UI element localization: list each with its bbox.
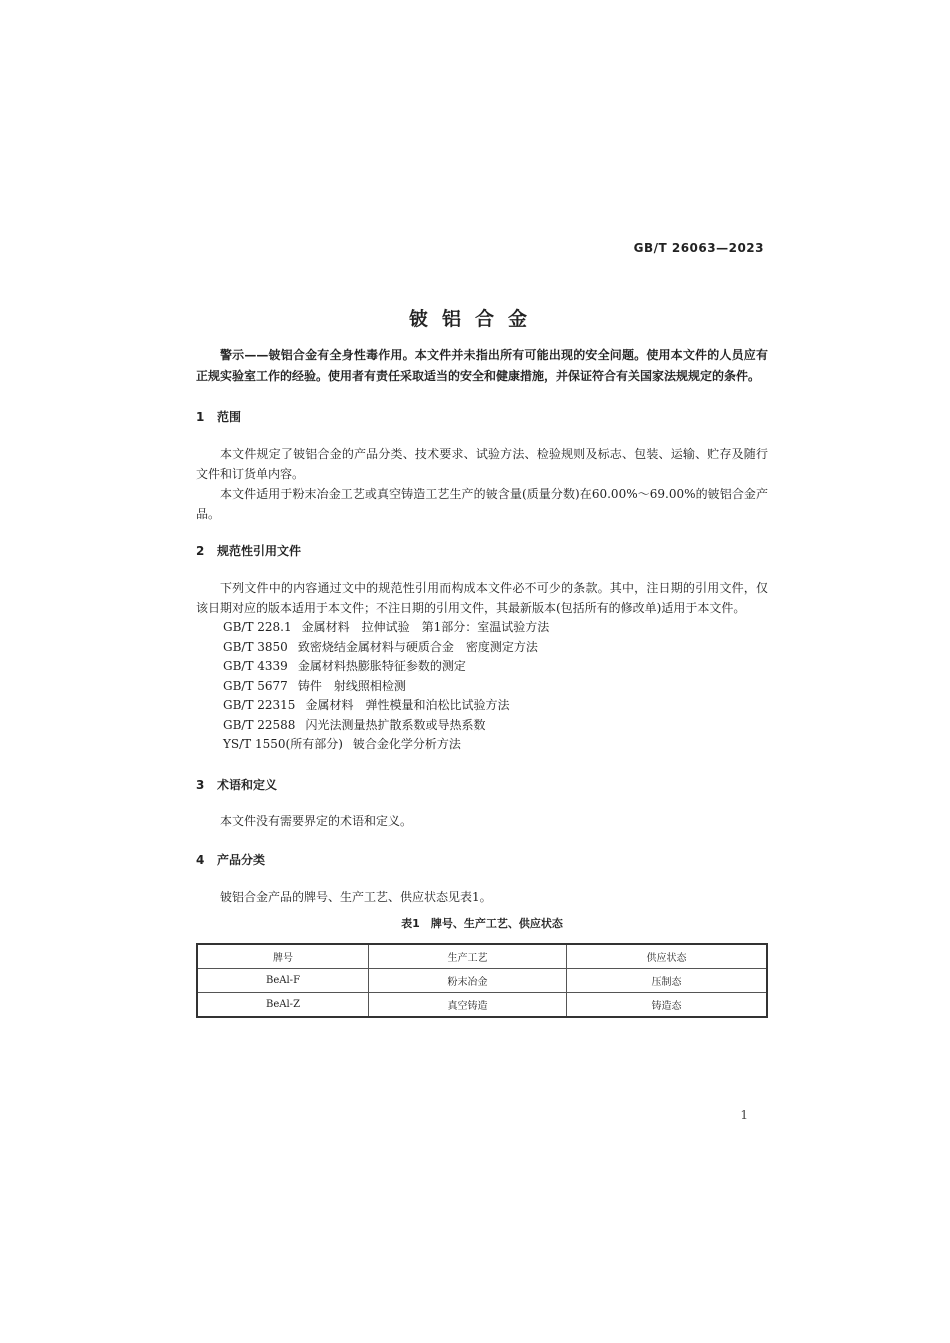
table-header-row	[197, 944, 767, 969]
table-cell: 真空铸造	[369, 992, 567, 1017]
page-number: 1	[740, 1108, 748, 1122]
document-body	[196, 345, 768, 1018]
paragraph: 下列文件中的内容通过文中的规范性引用而构成本文件必不可少的条款。其中，注日期的引用文件，仅该日期对应的版本适用于本文件；不注日期的引用文件，其最新版本(包括所有的修改单)适用于本文件。	[196, 581, 768, 615]
paragraph: 本文件没有需要界定的术语和定义。	[220, 813, 413, 828]
reference-item	[196, 618, 768, 638]
reference-code: GB/T 22315	[223, 698, 296, 712]
reference-title: 铍合金化学分析方法	[352, 737, 461, 751]
table-row	[197, 968, 767, 992]
section-title: 产品分类	[217, 852, 266, 867]
document-title: 铍铝合金	[408, 308, 541, 330]
paragraph: 本文件适用于粉末冶金工艺或真空铸造工艺生产的铍含量(质量分数)在60.00%～69.00%的铍铝合金产品。	[196, 487, 768, 521]
section-3-heading	[196, 776, 768, 793]
table-row	[197, 992, 767, 1017]
table-cell: 铸造态	[567, 992, 767, 1017]
section-title: 范围	[217, 410, 242, 424]
reference-item	[196, 638, 768, 658]
product-table	[196, 943, 768, 1018]
reference-code: GB/T 228.1	[223, 620, 292, 634]
table-header-cell: 生产工艺	[369, 944, 567, 969]
reference-item	[196, 716, 768, 736]
reference-title: 闪光法测量热扩散系数或导热系数	[305, 717, 486, 732]
table-header-cell: 牌号	[197, 944, 369, 969]
section-number: 2	[196, 544, 205, 558]
paragraph: 铍铝合金产品的牌号、生产工艺、供应状态见表1。	[220, 889, 492, 904]
table-caption: 表1 牌号、生产工艺、供应状态	[401, 916, 563, 930]
table-header-cell: 供应状态	[567, 944, 767, 969]
table-cell: BeAl-F	[197, 968, 369, 992]
section-2-heading	[196, 542, 768, 559]
section-title: 规范性引用文件	[217, 544, 302, 558]
reference-item	[196, 696, 768, 716]
reference-title: 金属材料 拉伸试验 第1部分：室温试验方法	[301, 620, 550, 634]
section-number: 3	[196, 777, 205, 792]
table-cell: 压制态	[567, 968, 767, 992]
reference-title: 金属材料热膨胀特征参数的测定	[297, 659, 466, 673]
reference-code: YS/T 1550(所有部分)	[223, 737, 343, 751]
reference-code: GB/T 5677	[223, 678, 288, 693]
reference-item	[196, 677, 768, 697]
reference-code: GB/T 4339	[223, 659, 288, 673]
section-number: 4	[196, 852, 205, 867]
reference-item	[196, 657, 768, 677]
section-title: 术语和定义	[217, 777, 278, 792]
warning-notice: 警示——铍铝合金有全身性毒作用。本文件并未指出所有可能出现的安全问题。使用本文件的人员应有正规实验室工作的经验。使用者有责任采取适当的安全和健康措施，并保证符合有关国家法规规定的条件。	[196, 348, 768, 383]
table-cell: BeAl-Z	[197, 992, 369, 1017]
reference-code: GB/T 22588	[223, 717, 296, 732]
section-1-heading	[196, 408, 768, 425]
paragraph: 本文件规定了铍铝合金的产品分类、技术要求、试验方法、检验规则及标志、包装、运输、贮存及随行文件和订货单内容。	[196, 447, 768, 481]
standard-code: GB/T 26063—2023	[633, 241, 764, 255]
section-number: 1	[196, 410, 205, 424]
reference-item	[196, 735, 768, 755]
reference-title: 铸件 射线照相检测	[297, 678, 406, 693]
reference-code: GB/T 3850	[223, 639, 288, 654]
reference-title: 致密烧结金属材料与硬质合金 密度测定方法	[297, 639, 538, 654]
section-4-heading	[196, 851, 768, 868]
reference-list	[196, 618, 768, 755]
table-cell: 粉末冶金	[369, 968, 567, 992]
reference-title: 金属材料 弹性模量和泊松比试验方法	[305, 698, 510, 712]
